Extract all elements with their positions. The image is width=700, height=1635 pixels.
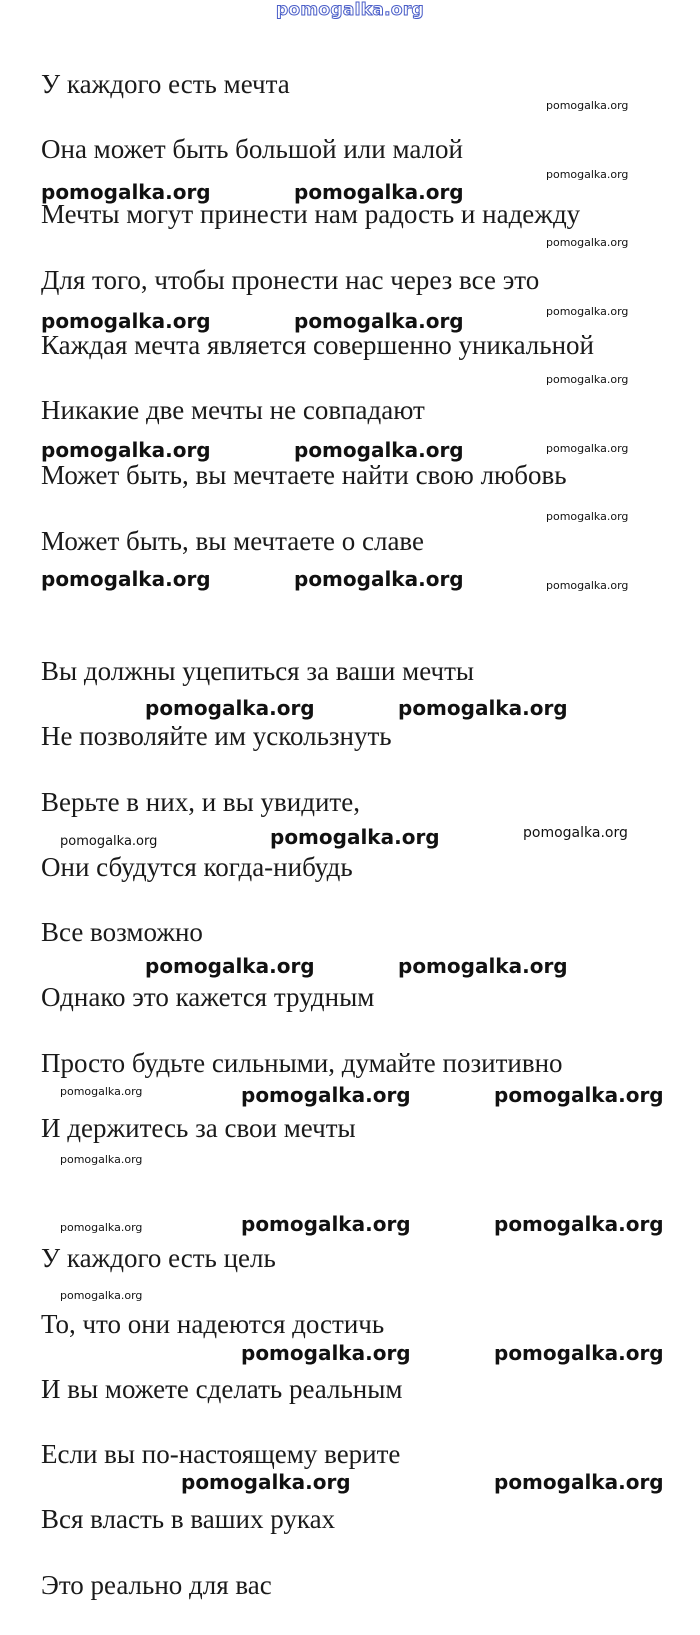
poem-line: Верьте в них, и вы увидите,: [41, 787, 360, 817]
watermark: pomogalka.org: [41, 309, 211, 333]
poem-line: У каждого есть цель: [41, 1243, 276, 1273]
poem-line: Если вы по-настоящему верите: [41, 1439, 401, 1469]
watermark: pomogalka.org: [494, 1341, 664, 1365]
watermark: pomogalka.org: [494, 1212, 664, 1236]
watermark: pomogalka.org: [546, 442, 629, 455]
poem-line: Они сбудутся когда-нибудь: [41, 852, 353, 882]
watermark: pomogalka.org: [494, 1083, 664, 1107]
poem-line: Может быть, вы мечтаете о славе: [41, 526, 424, 556]
watermark: pomogalka.org: [41, 567, 211, 591]
site-watermark-header: pomogalka.org: [275, 0, 425, 20]
poem-line: И держитесь за свои мечты: [41, 1113, 356, 1143]
watermark: pomogalka.org: [546, 168, 629, 181]
poem-line: Мечты могут принести нам радость и надежду: [41, 199, 581, 229]
watermark: pomogalka.org: [546, 305, 629, 318]
watermark: pomogalka.org: [145, 954, 315, 978]
watermark: pomogalka.org: [546, 579, 629, 592]
poem-line: Вы должны уцепиться за ваши мечты: [41, 656, 475, 686]
poem-line: Может быть, вы мечтаете найти свою любовь: [41, 460, 567, 490]
watermark: pomogalka.org: [546, 373, 629, 386]
watermark: pomogalka.org: [241, 1341, 411, 1365]
watermark: pomogalka.org: [241, 1083, 411, 1107]
watermark: pomogalka.org: [546, 99, 629, 112]
watermark: pomogalka.org: [241, 1212, 411, 1236]
poem-line: Однако это кажется трудным: [41, 982, 375, 1012]
poem-line: Каждая мечта является совершенно уникальной: [41, 330, 594, 360]
watermark: pomogalka.org: [270, 825, 440, 849]
poem-line: Это реально для вас: [41, 1570, 272, 1600]
watermark: pomogalka.org: [294, 309, 464, 333]
watermark: pomogalka.org: [41, 180, 211, 204]
watermark: pomogalka.org: [294, 180, 464, 204]
poem-line: Никакие две мечты не совпадают: [41, 395, 425, 425]
poem-line: Она может быть большой или малой: [41, 134, 463, 164]
watermark: pomogalka.org: [294, 567, 464, 591]
watermark: pomogalka.org: [523, 825, 628, 841]
poem-line: Вся власть в ваших руках: [41, 1504, 336, 1534]
poem-line: Просто будьте сильными, думайте позитивно: [41, 1048, 563, 1078]
poem-line: Не позволяйте им ускользнуть: [41, 721, 392, 751]
watermark: pomogalka.org: [546, 236, 629, 249]
poem-line: То, что они надеются достичь: [41, 1309, 385, 1339]
poem-line: Для того, чтобы пронести нас через все это: [41, 265, 540, 295]
watermark: pomogalka.org: [60, 1153, 143, 1166]
poem-line: У каждого есть мечта: [41, 69, 290, 99]
watermark: pomogalka.org: [145, 696, 315, 720]
watermark: pomogalka.org: [398, 954, 568, 978]
watermark: pomogalka.org: [60, 1085, 143, 1098]
watermark: pomogalka.org: [60, 1289, 143, 1302]
watermark: pomogalka.org: [41, 438, 211, 462]
watermark: pomogalka.org: [546, 510, 629, 523]
poem-line: И вы можете сделать реальным: [41, 1374, 403, 1404]
watermark: pomogalka.org: [181, 1470, 351, 1494]
watermark: pomogalka.org: [494, 1470, 664, 1494]
watermark: pomogalka.org: [60, 1221, 143, 1234]
watermark: pomogalka.org: [398, 696, 568, 720]
watermark: pomogalka.org: [294, 438, 464, 462]
poem-line: Все возможно: [41, 917, 203, 947]
watermark: pomogalka.org: [60, 834, 158, 849]
